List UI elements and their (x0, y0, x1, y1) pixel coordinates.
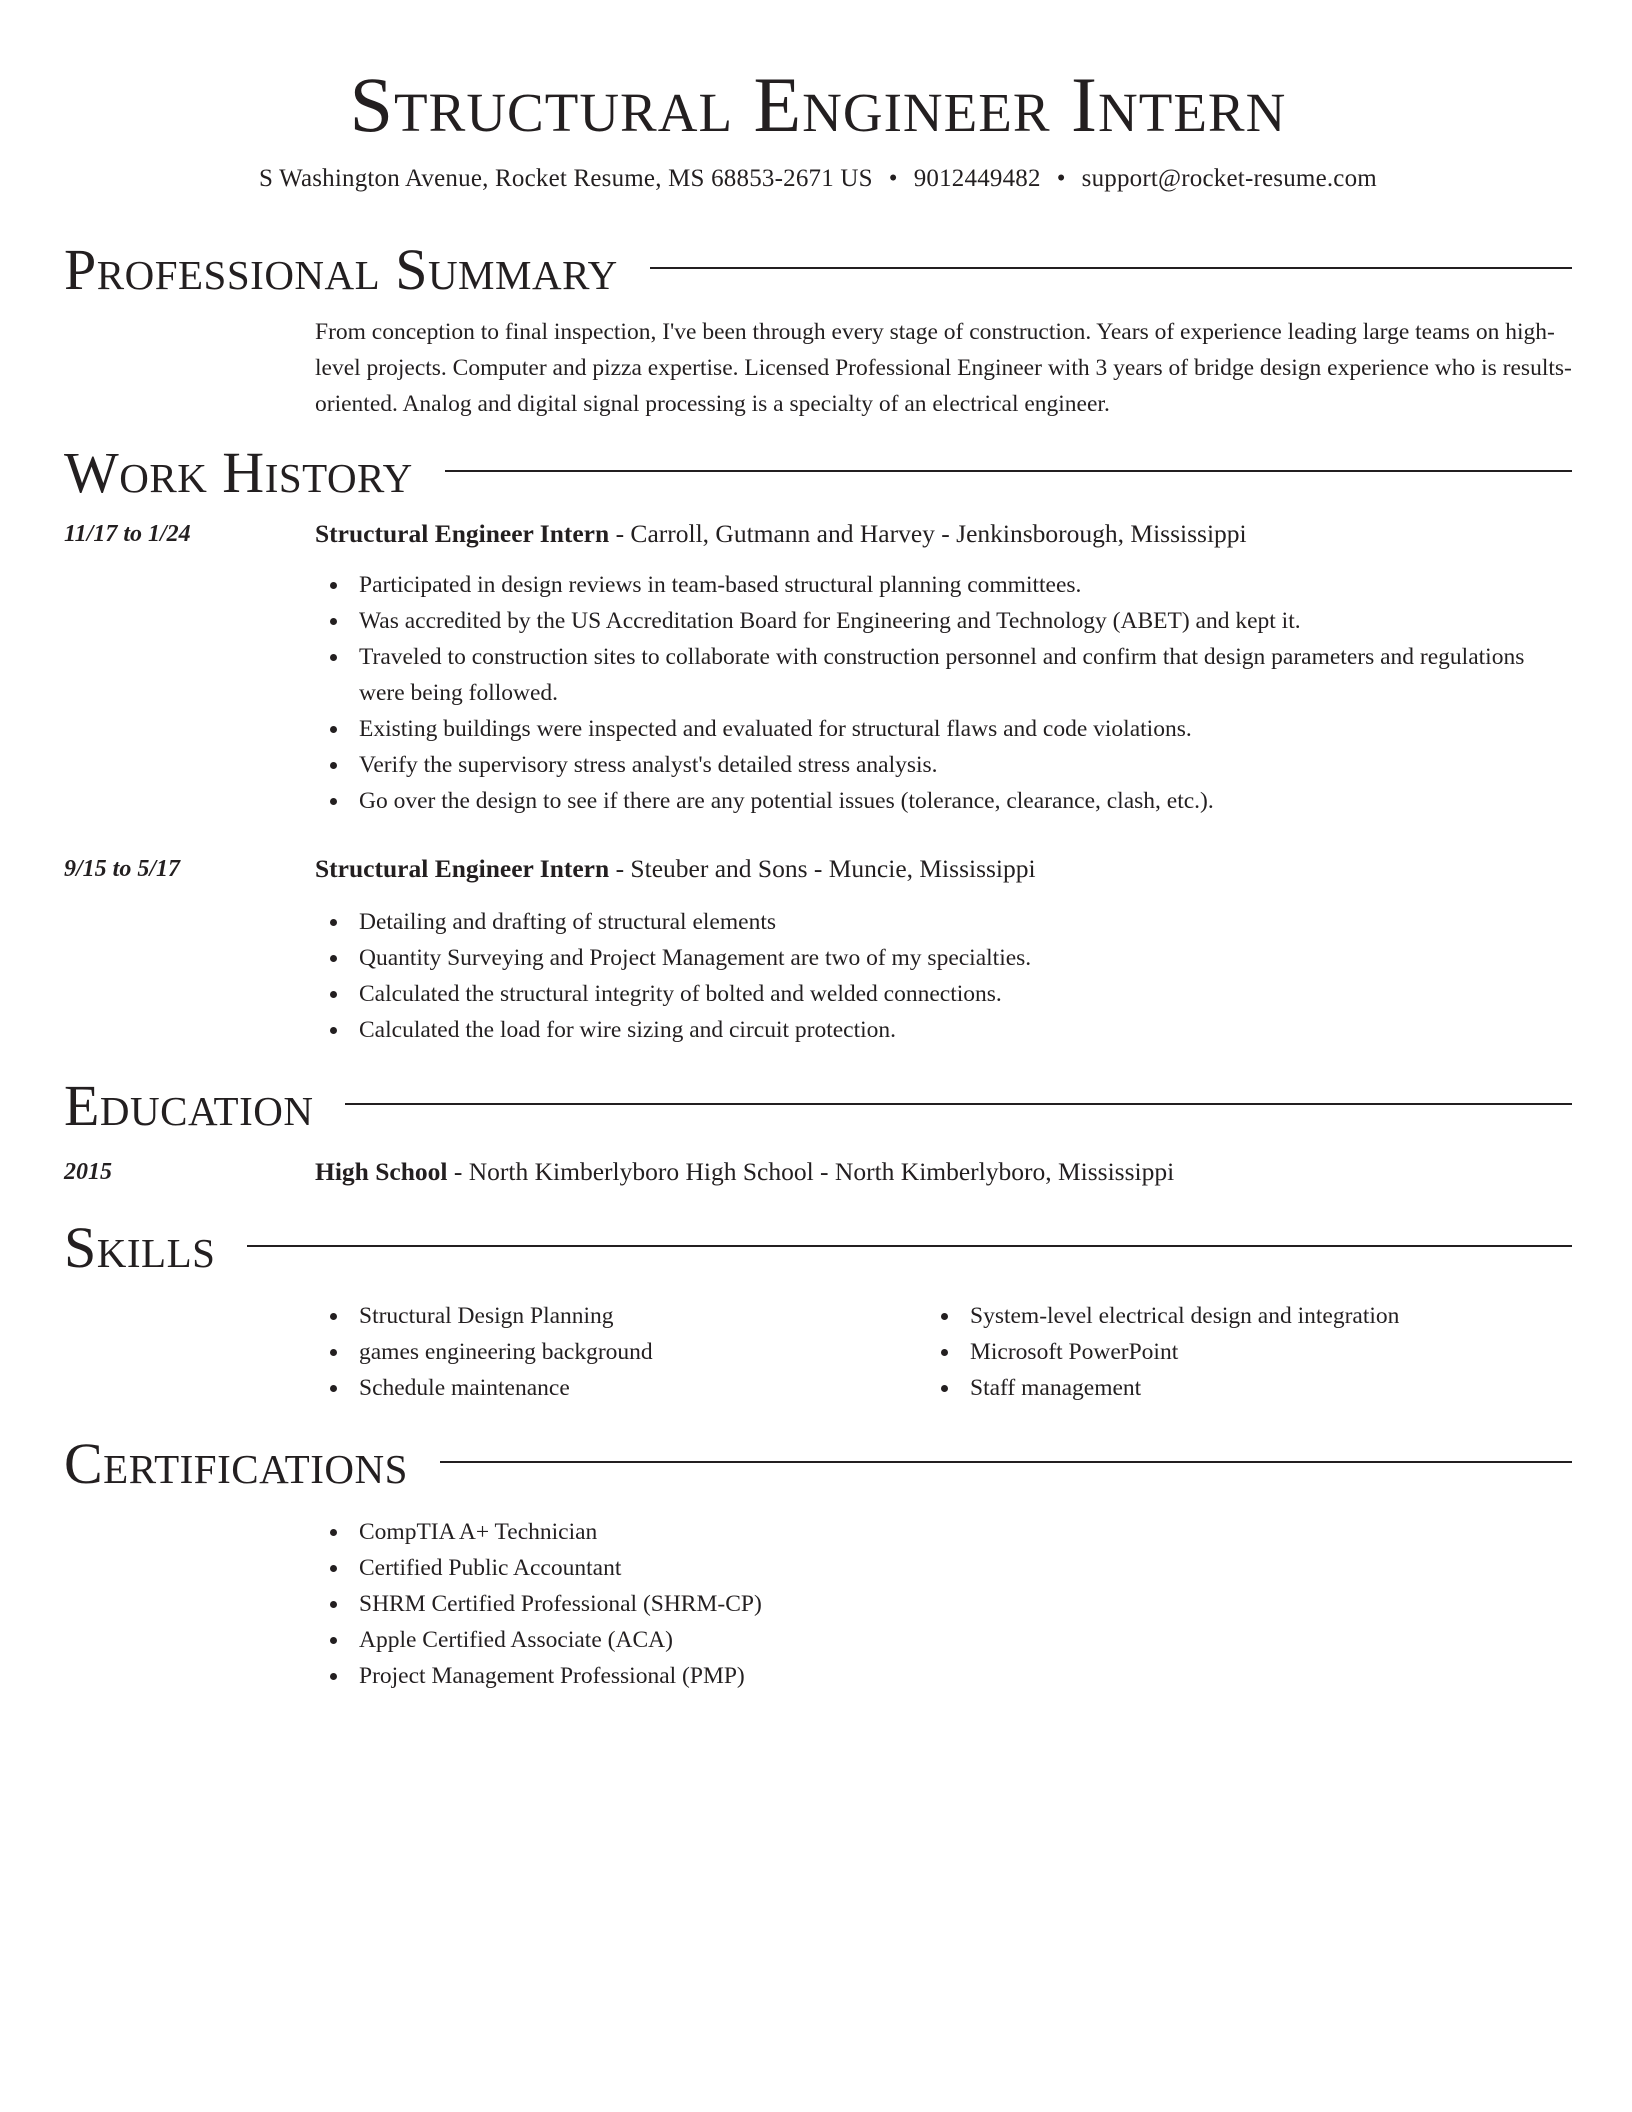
list-item: Verify the supervisory stress analyst's detailed stress analysis. (315, 747, 1572, 783)
list-item: Was accredited by the US Accreditation Board for Engineering and Technology (ABET) and kept it. (315, 603, 1572, 639)
skills-column-left (315, 1298, 926, 1406)
list-item: Calculated the structural integrity of bolted and welded connections. (315, 976, 1572, 1012)
job-responsibilities (315, 904, 1572, 1048)
education-heading (315, 1154, 1572, 1190)
job-details (315, 851, 1572, 1048)
certifications-list (315, 1514, 1572, 1694)
list-item: Detailing and drafting of structural elements (315, 904, 1572, 940)
section-divider (345, 1103, 1572, 1105)
list-item: Microsoft PowerPoint (926, 1334, 1537, 1370)
job-heading (315, 851, 1572, 887)
section-divider (247, 1245, 1572, 1247)
job-employer-location: - Carroll, Gutmann and Harvey - Jenkinsborough, Mississippi (609, 519, 1247, 548)
section-header (64, 239, 1572, 301)
list-item: SHRM Certified Professional (SHRM-CP) (315, 1586, 1572, 1622)
section-header (64, 1433, 1572, 1495)
certifications-section (64, 1433, 1572, 1694)
section-title: Professional Summary (64, 237, 618, 302)
list-item: Project Management Professional (PMP) (315, 1658, 1572, 1694)
section-title: Skills (64, 1215, 216, 1280)
list-item: Quantity Surveying and Project Management are two of my specialties. (315, 940, 1572, 976)
candidate-name: Structural Engineer Intern (349, 61, 1287, 148)
job-details (315, 516, 1572, 819)
section-title: Education (64, 1073, 314, 1138)
list-item: CompTIA A+ Technician (315, 1514, 1572, 1550)
list-item: Existing buildings were inspected and evaluated for structural flaws and code violations. (315, 711, 1572, 747)
section-header (64, 1217, 1572, 1279)
list-item: Schedule maintenance (315, 1370, 926, 1406)
education-degree: High School (315, 1157, 448, 1186)
list-item: Structural Design Planning (315, 1298, 926, 1334)
job-entry (64, 516, 1572, 819)
summary-section (64, 239, 1572, 422)
education-section (64, 1075, 1572, 1190)
job-role: Structural Engineer Intern (315, 854, 610, 883)
contact-separator: • (888, 165, 898, 192)
list-item: Apple Certified Associate (ACA) (315, 1622, 1572, 1658)
job-heading (315, 516, 1572, 552)
education-details (315, 1154, 1572, 1190)
contact-phone: 9012449482 (913, 165, 1041, 192)
education-school-location: - North Kimberlyboro High School - North Kimberlyboro, Mississippi (447, 1157, 1175, 1186)
section-title: Work History (64, 440, 413, 505)
list-item: Staff management (926, 1370, 1537, 1406)
list-item: Certified Public Accountant (315, 1550, 1572, 1586)
section-divider (445, 470, 1572, 472)
job-responsibilities (315, 567, 1572, 819)
education-entry (64, 1154, 1572, 1190)
contact-separator: • (1056, 165, 1066, 192)
job-dates: 9/15 to 5/17 (64, 856, 181, 882)
job-dates: 11/17 to 1/24 (64, 521, 191, 547)
work-history-section (64, 442, 1572, 1048)
skills-column-right (926, 1298, 1537, 1406)
contact-email: support@rocket-resume.com (1081, 165, 1377, 192)
list-item: Calculated the load for wire sizing and circuit protection. (315, 1012, 1572, 1048)
list-item: games engineering background (315, 1334, 926, 1370)
list-item: Participated in design reviews in team-based structural planning committees. (315, 567, 1572, 603)
section-divider (650, 267, 1572, 269)
list-item: System-level electrical design and integration (926, 1298, 1537, 1334)
skills-section (64, 1217, 1572, 1406)
contact-line (64, 162, 1572, 196)
section-divider (440, 1461, 1572, 1463)
list-item: Go over the design to see if there are any potential issues (tolerance, clearance, clash, etc.). (315, 783, 1572, 819)
section-header (64, 1075, 1572, 1137)
education-year: 2015 (64, 1159, 112, 1185)
section-header (64, 442, 1572, 504)
contact-address: S Washington Avenue, Rocket Resume, MS 68853-2671 US (259, 165, 873, 192)
skills-list (315, 1298, 1572, 1406)
list-item: Traveled to construction sites to collaborate with construction personnel and confirm that design parameters and regulations were being followed. (315, 639, 1572, 711)
job-employer-location: - Steuber and Sons - Muncie, Mississippi (609, 854, 1036, 883)
summary-text: From conception to final inspection, I've been through every stage of construction. Years of experience leading large teams on high-level projects. Computer and pizza expertise. Licensed Professional Engineer with 3 years of bridge design experience who is results-oriented. Analog and digital signal processing is a specialty of an electrical engineer. (315, 319, 1572, 417)
job-entry (64, 851, 1572, 1048)
section-title: Certifications (64, 1431, 408, 1496)
job-role: Structural Engineer Intern (315, 519, 610, 548)
resume-page (64, 0, 1572, 1694)
